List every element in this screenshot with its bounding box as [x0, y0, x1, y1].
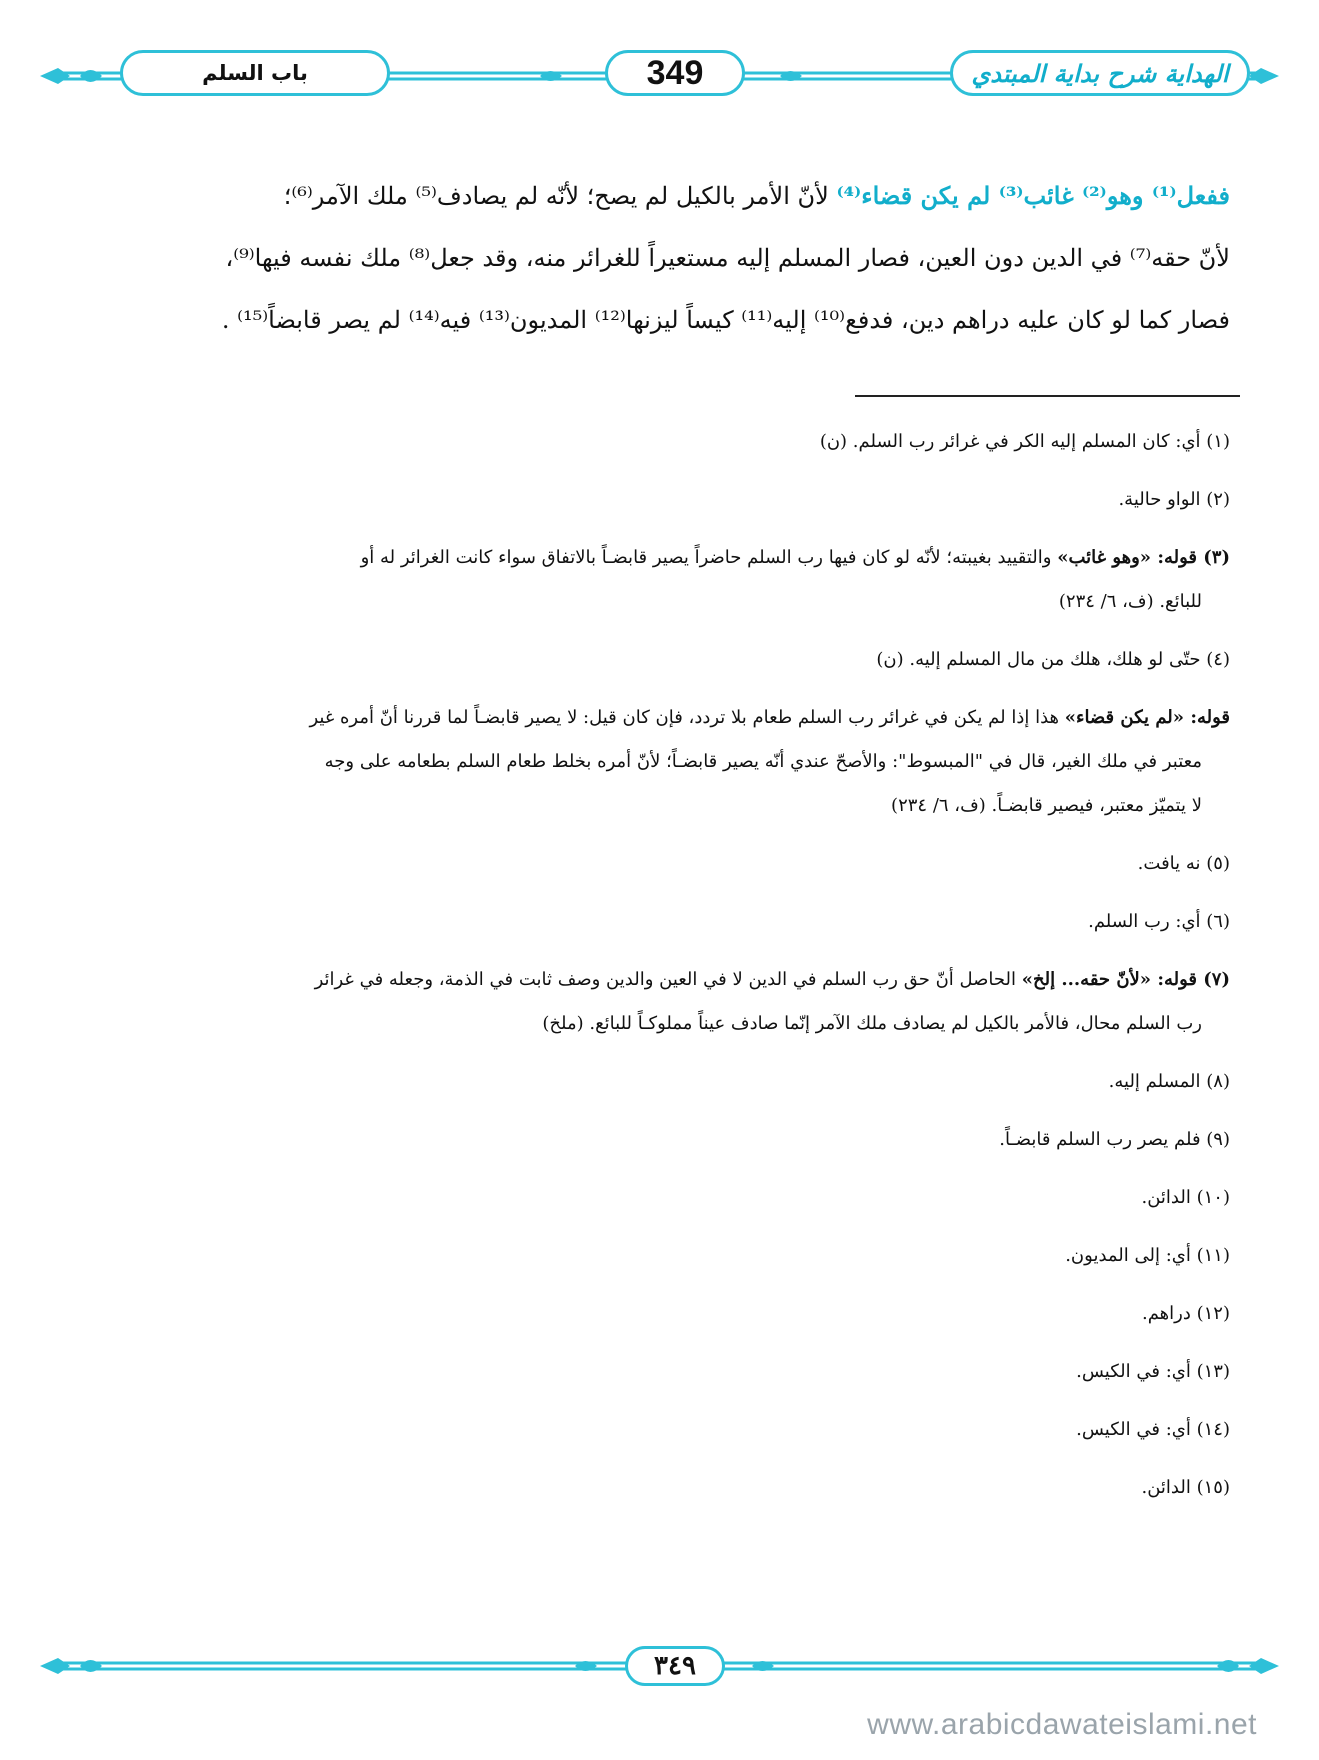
footnote-text: رب السلم محال، فالأمر بالكيل لم يصادف ملك الآمر إنّما صادف عيناً مملوكـاً للبائع. (ملخ)	[542, 1013, 1202, 1034]
main-line-rest: لأنّ الأمر بالكيل لم يصح؛ لأنّه لم يصادف⁽⁵⁾ ملك الآمر⁽⁶⁾؛	[283, 182, 837, 210]
page-number: 349	[605, 50, 745, 96]
footnote	[90, 958, 1230, 1046]
matn-highlight: ففعل⁽¹⁾ وهو⁽²⁾ غائب⁽³⁾ لم يكن قضاء⁽⁴⁾	[836, 181, 1230, 210]
footnote: (٦) أي: رب السلم.	[1088, 911, 1230, 932]
page-header	[40, 40, 1279, 110]
footnote: (٤) حتّى لو هلك، هلك من مال المسلم إليه. (ن)	[876, 649, 1230, 670]
chapter-title: باب السلم	[120, 50, 390, 96]
footer-page-number: ٣٤٩	[625, 1646, 725, 1686]
footnote: (١) أي: كان المسلم إليه الكر في غرائر رب السلم. (ن)	[819, 431, 1230, 452]
footnotes	[90, 420, 1230, 1524]
page-footer	[40, 1642, 1279, 1692]
footnote-text: لا يتميّز معتبر، فيصير قابضـاً. (ف، ٦/ ٢٣٤)	[891, 795, 1202, 816]
footnote-text: للبائع. (ف، ٦/ ٢٣٤)	[1058, 591, 1202, 612]
main-line: فصار كما لو كان عليه دراهم دين، فدفع⁽¹⁰⁾ إليه⁽¹¹⁾ كيساً ليزنها⁽¹²⁾ المديون⁽¹³⁾ فيه⁽¹⁴⁾ لم يصر قابضاً⁽¹⁵⁾ .	[221, 306, 1230, 334]
footnote-text: هذا إذا لم يكن في غرائر رب السلم طعام بلا تردد، فإن كان قيل: لا يصير قابضـاً لما قررنا أنّ أمره غير	[309, 707, 1065, 728]
footnote-label: (٣) قوله: «وهو غائب»	[1057, 547, 1230, 568]
watermark: www.arabicdawateislami.net	[867, 1708, 1257, 1741]
footnote: (٩) فلم يصر رب السلم قابضـاً.	[999, 1129, 1230, 1150]
footnote: (١١) أي: إلى المديون.	[1065, 1245, 1230, 1266]
footnote-label: (٧) قوله: «لأنّ حقه... إلخ»	[1021, 969, 1230, 990]
footnote: (١٣) أي: في الكيس.	[1076, 1361, 1230, 1382]
main-line	[90, 165, 1230, 227]
footnote: (٨) المسلم إليه.	[1108, 1071, 1230, 1092]
main-line: لأنّ حقه⁽⁷⁾ في الدين دون العين، فصار المسلم إليه مستعيراً للغرائر منه، وقد جعل⁽⁸⁾ ملك نفسه فيها⁽⁹⁾،	[225, 244, 1230, 272]
footnote: (١٠) الدائن.	[1141, 1187, 1230, 1208]
footnote	[90, 696, 1230, 828]
footnote-text: والتقييد بغيبته؛ لأنّه لو كان فيها رب السلم حاضراً يصير قابضـاً بالاتفاق سواء كانت الغرائر له أو	[360, 547, 1058, 568]
footnote: (٥) نه يافت.	[1137, 853, 1230, 874]
main-text	[90, 165, 1230, 351]
book-title: الهداية شرح بداية المبتدي	[950, 50, 1250, 96]
footnote-separator	[855, 395, 1240, 397]
footnote: (١٢) دراهم.	[1141, 1303, 1230, 1324]
footnote: (١٤) أي: في الكيس.	[1076, 1419, 1230, 1440]
footnote-label: قوله: «لم يكن قضاء»	[1064, 707, 1230, 728]
footnote: (٢) الواو حالية.	[1118, 489, 1230, 510]
footnote-text: معتبر في ملك الغير، قال في "المبسوط": والأصحّ عندي أنّه يصير قابضـاً؛ لأنّ أمره بخلط طعام السلم بطعامه على وجه	[324, 751, 1202, 772]
footnote-text: الحاصل أنّ حق رب السلم في الدين لا في العين والدين وصف ثابت في الذمة، وجعله في غرائر	[314, 969, 1022, 990]
footnote	[90, 536, 1230, 624]
footnote: (١٥) الدائن.	[1141, 1477, 1230, 1498]
